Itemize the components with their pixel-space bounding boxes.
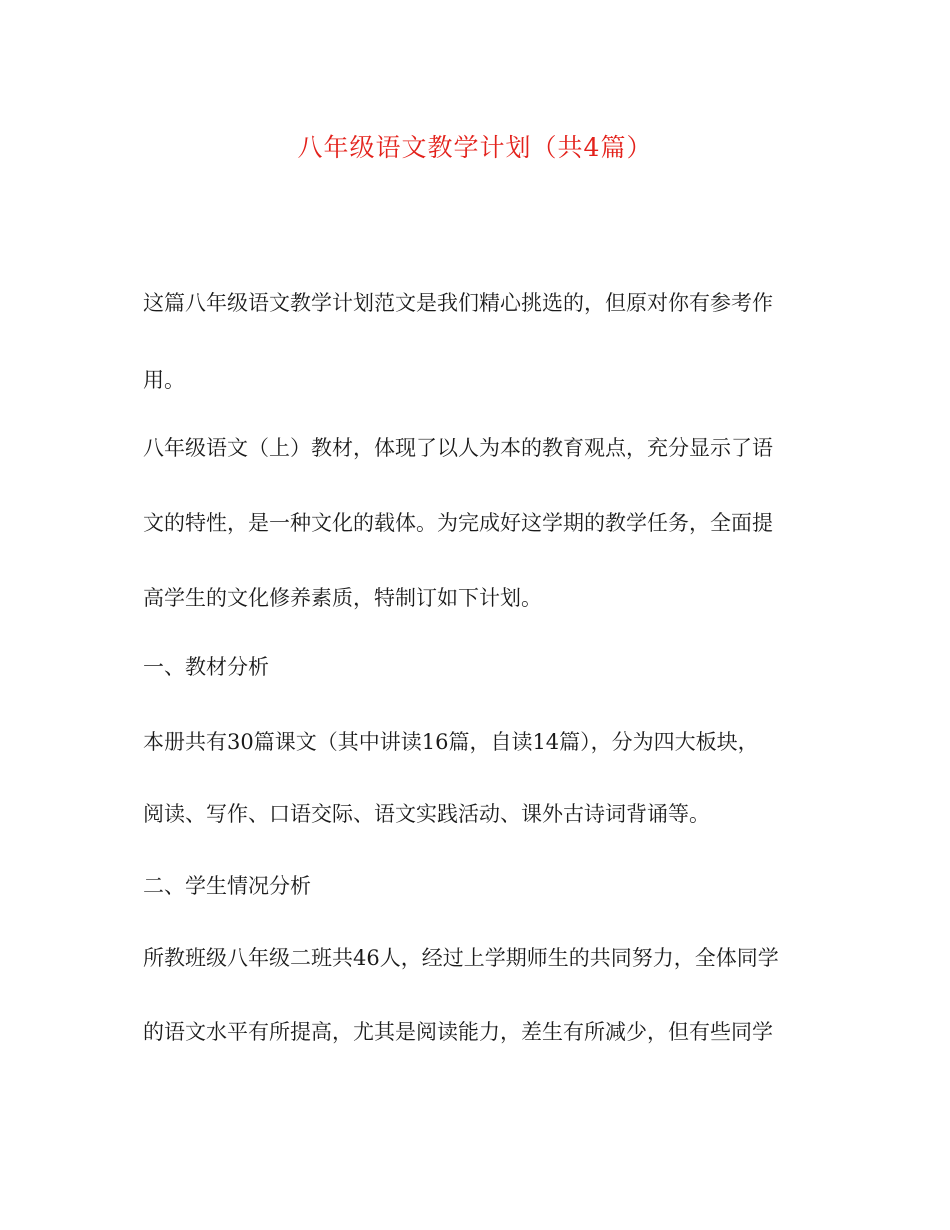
body-line: 的语文水平有所提高，尤其是阅读能力，差生有所减少，但有些同学 (143, 1020, 773, 1044)
section-heading: 一、教材分析 (143, 655, 269, 679)
document-title: 八年级语文教学计划（共4篇） (297, 133, 653, 162)
body-line: 所教班级八年级二班共46人，经过上学期师生的共同努力，全体同学 (143, 946, 779, 970)
section-heading: 二、学生情况分析 (143, 874, 311, 898)
body-line: 这篇八年级语文教学计划范文是我们精心挑选的，但原对你有参考作 (143, 291, 773, 315)
body-line: 高学生的文化修养素质，特制订如下计划。 (143, 586, 542, 610)
body-line: 本册共有30篇课文（其中讲读16篇，自读14篇），分为四大板块， (143, 730, 759, 754)
body-line: 八年级语文（上）教材，体现了以人为本的教育观点，充分显示了语 (143, 436, 773, 460)
body-line: 阅读、写作、口语交际、语文实践活动、课外古诗词背诵等。 (143, 802, 710, 826)
body-line: 文的特性，是一种文化的载体。为完成好这学期的教学任务，全面提 (143, 511, 773, 535)
body-line: 用。 (143, 368, 185, 392)
